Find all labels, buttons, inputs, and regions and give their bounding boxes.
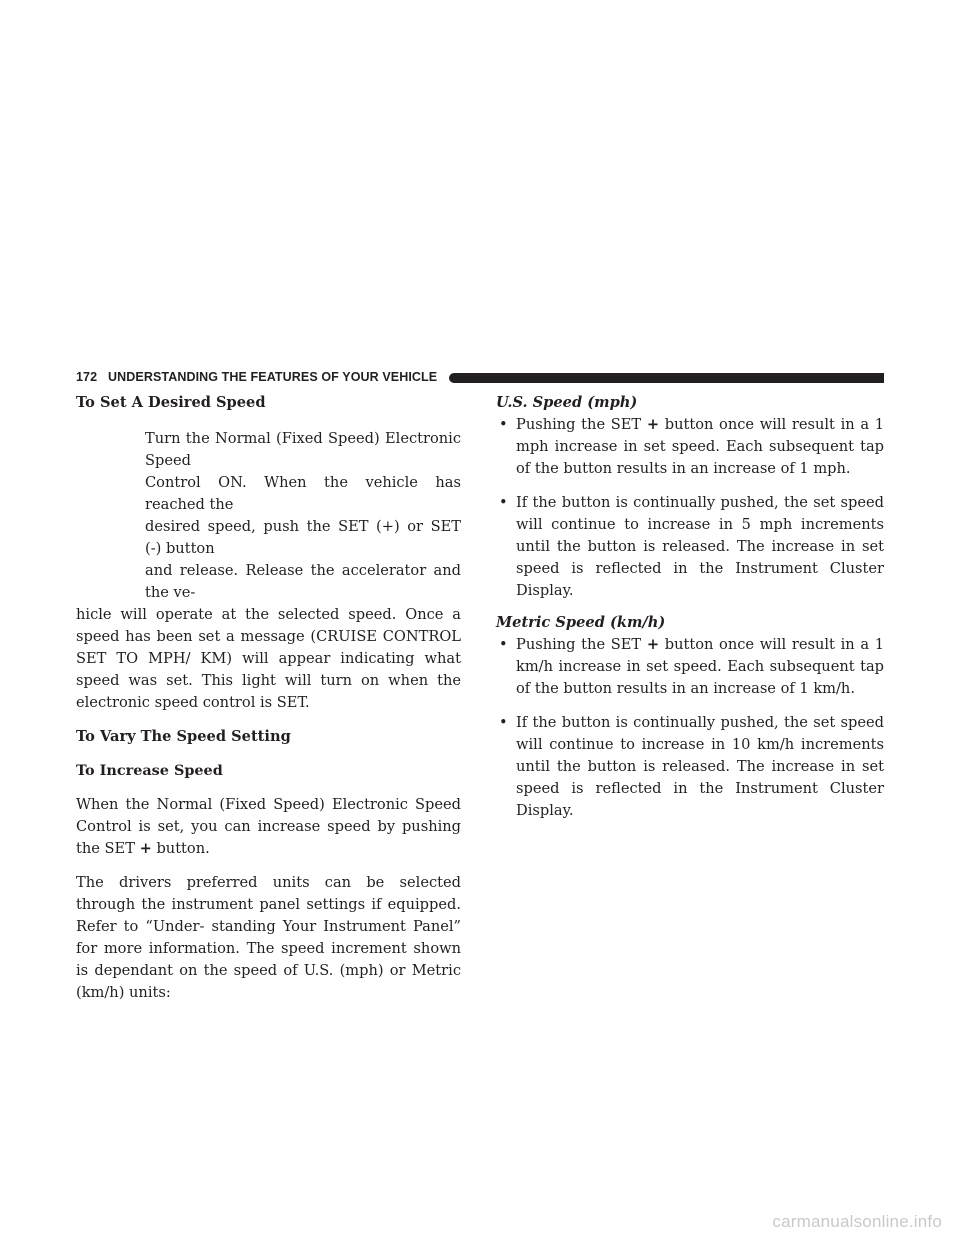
set-speed-paragraph xyxy=(76,428,461,714)
list-item xyxy=(496,492,884,602)
bullet-icon: • xyxy=(499,714,508,731)
plus-symbol: + xyxy=(646,416,660,433)
increase-speed-heading: To Increase Speed xyxy=(76,762,223,779)
watermark: carmanualsonline.info xyxy=(772,1212,942,1231)
increase-text-after: button. xyxy=(156,840,210,857)
set-speed-body-rest: hicle will operate at the selected speed. Once a speed has been set a message (CRUISE CONTROL SET TO MPH/ KM) will appear indicating what speed was set. This light will turn on when the electronic speed control is SET. xyxy=(76,606,461,711)
header-rule xyxy=(449,373,884,383)
increase-speed-paragraph xyxy=(76,794,461,860)
us-speed-heading: U.S. Speed (mph) xyxy=(496,394,638,411)
bullet-text: If the button is continually pushed, the set speed will continue to increase in 10 km/h increments until the button is released. The increase in set speed is reflected in the Instrument Cluster Display. xyxy=(516,714,884,819)
page-header xyxy=(76,369,884,389)
bullet-text-after: button once will result in a 1 mph increase in set speed. Each subsequent tap of the button results in an increase of 1 mph. xyxy=(516,416,884,477)
bullet-icon: • xyxy=(499,636,508,653)
inset-line: Turn the Normal (Fixed Speed) Electronic Speed xyxy=(145,430,461,469)
metric-speed-list xyxy=(496,634,884,822)
plus-symbol: + xyxy=(139,840,152,857)
units-paragraph: The drivers preferred units can be selected through the instrument panel settings if equipped. Refer to “Under- standing Your Instrument Panel” for more information. The speed increment shown is dependant on the speed of U.S. (mph) or Metric (km/h) units: xyxy=(76,874,461,1001)
us-speed-list xyxy=(496,414,884,602)
plus-symbol: + xyxy=(646,636,660,653)
inset-line: and release. Release the accelerator and the ve- xyxy=(145,562,461,601)
bullet-icon: • xyxy=(499,494,508,511)
vary-speed-heading: To Vary The Speed Setting xyxy=(76,728,291,745)
bullet-text-before: Pushing the SET xyxy=(516,636,642,653)
set-speed-heading: To Set A Desired Speed xyxy=(76,394,266,411)
right-column xyxy=(496,392,884,822)
increase-text-before: When the Normal (Fixed Speed) Electronic Speed Control is set, you can increase speed by pushing the SET xyxy=(76,796,461,857)
bullet-icon: • xyxy=(499,416,508,433)
list-item xyxy=(496,414,884,480)
bullet-text-after: button once will result in a 1 km/h increase in set speed. Each subsequent tap of the button results in an increase of 1 km/h. xyxy=(516,636,884,697)
page-number: 172 xyxy=(76,370,98,384)
bullet-text-before: Pushing the SET xyxy=(516,416,642,433)
metric-speed-heading: Metric Speed (km/h) xyxy=(496,614,666,631)
inset-line: Control ON. When the vehicle has reached the xyxy=(145,474,461,513)
left-column xyxy=(76,392,461,1004)
inset-line: desired speed, push the SET (+) or SET (-) button xyxy=(145,518,461,557)
list-item xyxy=(496,634,884,700)
running-title: UNDERSTANDING THE FEATURES OF YOUR VEHICLE xyxy=(108,370,438,384)
list-item xyxy=(496,712,884,822)
bullet-text: If the button is continually pushed, the set speed will continue to increase in 5 mph increments until the button is released. The increase in set speed is reflected in the Instrument Cluster Display. xyxy=(516,494,884,599)
